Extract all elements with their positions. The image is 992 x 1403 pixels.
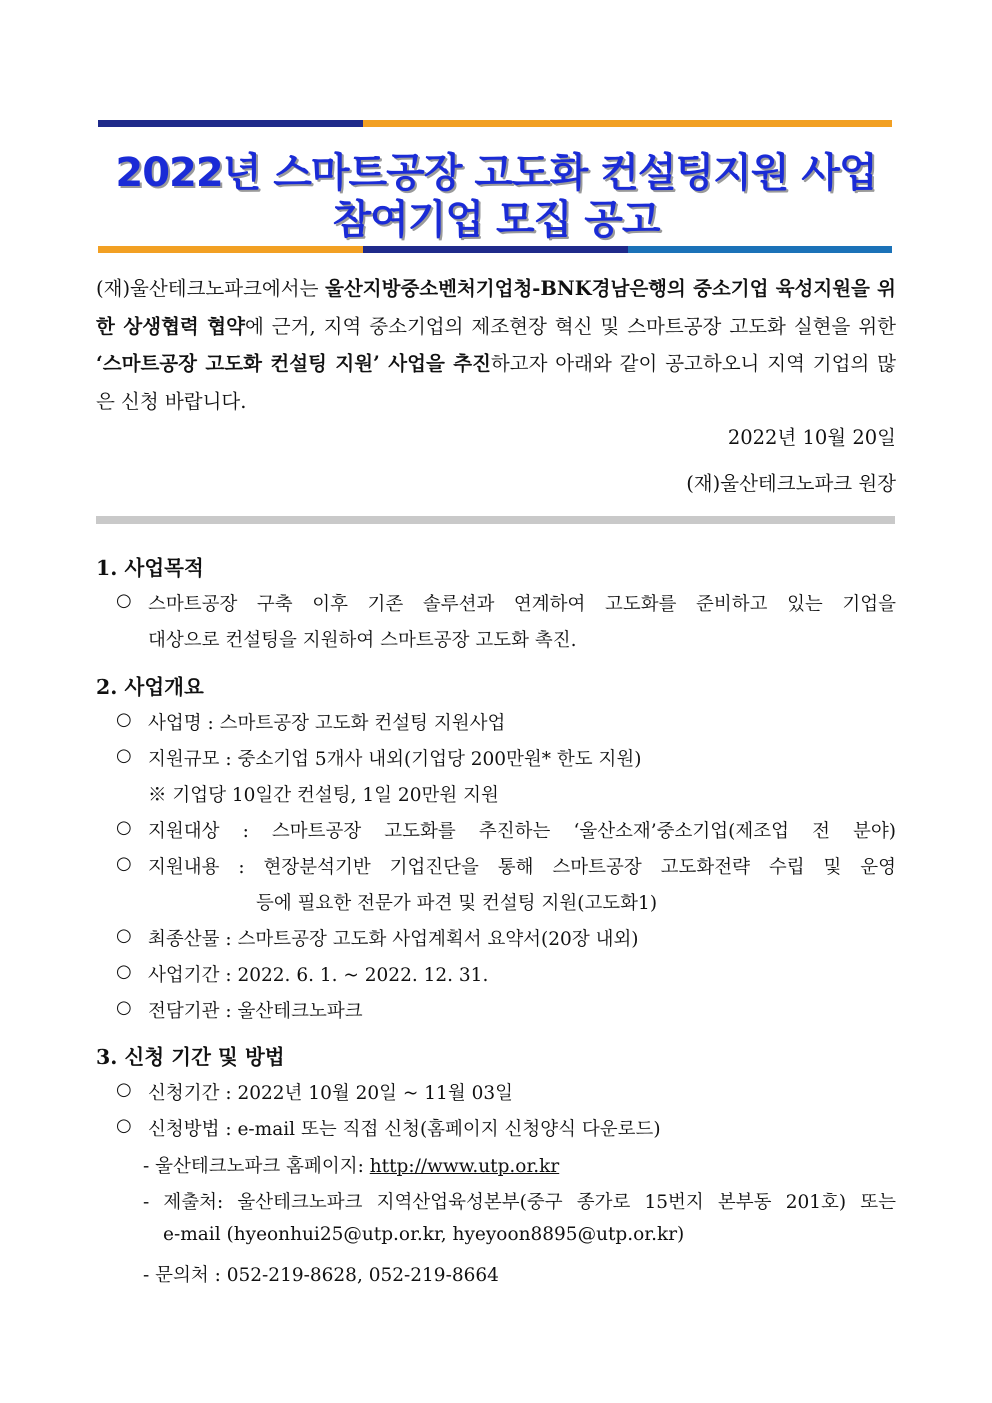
section-2-item-agency: 전담기관 : 울산테크노파크 <box>148 1001 363 1022</box>
section-1-heading: 1. 사업목적 <box>96 556 204 580</box>
section-1-item: 스마트공장 구축 이후 기존 솔루션과 연계하여 고도화를 준비하고 있는 기업을 <box>148 594 896 615</box>
bullet-circle: ○ <box>116 590 132 611</box>
homepage-link[interactable]: http://www.utp.or.kr <box>369 1156 560 1177</box>
bullet-circle: ○ <box>116 709 132 730</box>
section-3-item-period: 신청기간 : 2022년 10월 20일 ~ 11월 03일 <box>148 1083 513 1104</box>
section-2-item-output: 최종산물 : 스마트공장 고도화 사업계획서 요약서(20장 내외) <box>148 929 639 950</box>
section-2-item-content: 지원내용 : 현장분석기반 기업진단을 통해 스마트공장 고도화전략 수립 및 운영 <box>148 857 896 878</box>
homepage-label: - 울산테크노파크 홈페이지: <box>143 1156 370 1177</box>
section-2-item-scale: 지원규모 : 중소기업 5개사 내외(기업당 200만원* 한도 지원) <box>148 749 642 770</box>
intro-paragraph <box>96 270 896 420</box>
bullet-circle: ○ <box>116 745 132 766</box>
section-2-item-target: 지원대상 : 스마트공장 고도화를 추진하는 ‘울산소재’중소기업(제조업 전 분야) <box>148 821 896 842</box>
section-divider <box>96 516 895 524</box>
intro-text: (재)울산테크노파크에서는 <box>96 277 326 300</box>
section-3-heading: 3. 신청 기간 및 방법 <box>96 1045 285 1069</box>
section-2-heading: 2. 사업개요 <box>96 675 204 699</box>
announcement-date: 2022년 10월 20일 <box>727 426 896 449</box>
page-title-line2: 참여기업 모집 공고 <box>332 197 660 243</box>
section-3-contact-line: - 문의처 : 052-219-8628, 052-219-8664 <box>143 1265 499 1286</box>
page-title-line1: 2022년 스마트공장 고도화 컨설팅지원 사업 <box>115 150 877 196</box>
section-3-item-method: 신청방법 : e-mail 또는 직접 신청(홈페이지 신청양식 다운로드) <box>148 1119 661 1140</box>
section-2-item-name: 사업명 : 스마트공장 고도화 컨설팅 지원사업 <box>148 713 506 734</box>
bottom-color-bar <box>98 246 892 253</box>
bullet-circle: ○ <box>116 961 132 982</box>
bullet-circle: ○ <box>116 925 132 946</box>
bar-segment-orange <box>363 120 628 127</box>
section-2-item-period: 사업기간 : 2022. 6. 1. ~ 2022. 12. 31. <box>148 965 489 986</box>
bullet-circle: ○ <box>116 1079 132 1100</box>
intro-bold-text: 울산지방중소벤처기업청-BNK경남은행의 중소기업 육성지원을 위한 상생협력 협약 <box>96 277 896 338</box>
section-3-submit-line: - 제출처: 울산테크노파크 지역산업육성본부(중구 종가로 15번지 본부동 201호) 또는 <box>143 1192 896 1213</box>
top-color-bar <box>98 120 892 127</box>
announcement-signer: (재)울산테크노파크 원장 <box>686 472 896 495</box>
intro-text: 에 근거, 지역 중소기업의 제조현장 혁신 및 스마트공장 고도화 실현을 위한 <box>244 314 896 338</box>
bar-segment-orange <box>98 246 363 253</box>
bar-segment-orange <box>628 120 892 127</box>
bullet-circle: ○ <box>116 1115 132 1136</box>
section-2-item-note: ※ 기업당 10일간 컨설팅, 1일 20만원 지원 <box>148 785 499 806</box>
bullet-circle: ○ <box>116 817 132 838</box>
bullet-circle: ○ <box>116 853 132 874</box>
section-1-item-cont: 대상으로 컨설팅을 지원하여 스마트공장 고도화 촉진. <box>148 630 577 651</box>
bar-segment-navy <box>363 246 628 253</box>
intro-text: 하고자 아래와 같이 공고하오니 지역 기업의 많은 신청 바랍니다. <box>96 352 896 413</box>
section-3-homepage-line <box>143 1152 559 1178</box>
bar-segment-navy <box>98 120 363 127</box>
bar-segment-teal <box>628 246 892 253</box>
intro-bold-text: ‘스마트공장 고도화 컨설팅 지원’ 사업을 추진 <box>96 352 491 375</box>
section-2-item-content-cont: 등에 필요한 전문가 파견 및 컨설팅 지원(고도화1) <box>256 893 658 914</box>
section-3-email-line: e-mail (hyeonhui25@utp.or.kr, hyeyoon8895@utp.or.kr) <box>163 1224 685 1245</box>
bullet-circle: ○ <box>116 997 132 1018</box>
